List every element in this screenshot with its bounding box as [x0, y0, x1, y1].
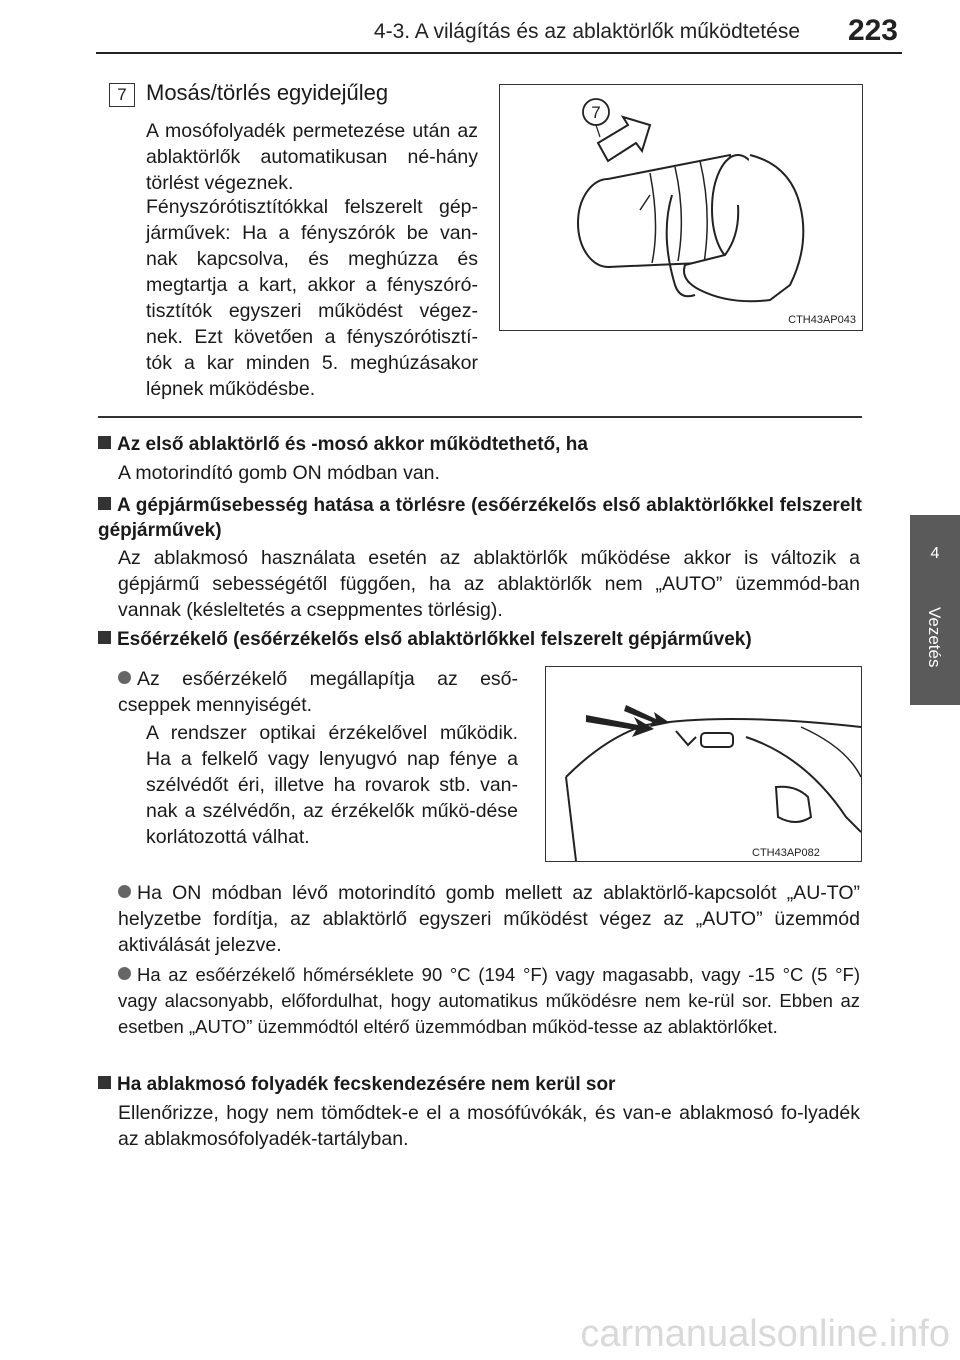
round-bullet-icon: [118, 671, 131, 684]
rain-bullet-1-text: Az esőérzékelő megállapítja az eső-cseppek mennyiségét.: [118, 668, 518, 716]
heading-operable-text: Az első ablaktörlő és -mosó akkor működtethető, ha: [117, 434, 588, 455]
figure-code: CTH43AP082: [752, 847, 820, 859]
pull-arrow-icon: [598, 117, 650, 161]
windshield-sensor-illustration: [546, 667, 861, 861]
rain-bullet-1-sub: A rendszer optikai érzékelővel működik. Ha a felkelő vagy lenyugvó nap fénye a szélvédőt éri, illetve ha rovarok stb. van-nak a szélvédőn, az érzékelők műkö-dése korlátozottá válhat.: [146, 722, 518, 848]
callout-number: 7: [591, 103, 601, 122]
wiper-lever-figure: [499, 84, 863, 331]
chapter-side-tab[interactable]: [910, 515, 960, 705]
heading-operable: [98, 432, 860, 457]
chapter-title: 4-3. A világítás és az ablaktörlők működtetése: [373, 20, 800, 43]
rain-bullet-2-text: Ha ON módban lévő motorindító gomb mellett az ablaktörlő-kapcsolót „AU-TO” helyzetbe fordítja, az ablaktörlő egyszeri működést végez az „AUTO” üzemmód aktiválását jelezve.: [118, 882, 860, 956]
text-speed: Az ablakmosó használata esetén az ablaktörlők működése akkor is változik a gépjármű sebességétől függően, ha az ablaktörlők nem „AUTO” üzemmód-ban vannak (késleltetés a cseppmentes törlésig).: [118, 547, 860, 621]
section-title: Mosás/törlés egyidejűleg: [146, 80, 389, 105]
figure-code: CTH43AP043: [788, 314, 856, 326]
heading-no-spray-text: Ha ablakmosó folyadék fecskendezésére nem kerül sor: [117, 1074, 616, 1095]
section-paragraph-2: Fényszórótisztítókkal felszerelt gép-járművek: Ha a fényszórók be van-nak kapcsolva, és meghúzza és megtartja a kart, akkor a fényszóró-tisztítók egyszeri működést végez-nek. Ezt követően a fényszórótisztí-tók a kar minden 5. meghúzásakor lépnek működésbe.: [146, 196, 478, 400]
section-divider: [98, 416, 862, 418]
page-number: 223: [847, 14, 898, 47]
section-paragraph-1: A mosófolyadék permetezése után az ablaktörlők automatikusan né-hány törlést végeznek.: [146, 120, 478, 194]
round-bullet-icon: [118, 967, 131, 980]
heading-speed: [98, 493, 862, 543]
side-tab-number: 4: [930, 545, 940, 562]
heading-rain-sensor: [98, 627, 862, 652]
square-bullet-icon: [98, 497, 111, 510]
rain-bullet-2: [118, 880, 860, 958]
rain-sensor-figure: [545, 666, 862, 862]
section-number-badge: 7: [109, 83, 135, 107]
square-bullet-icon: [98, 631, 111, 644]
side-tab-label: Vezetés: [925, 607, 944, 668]
rain-bullet-3-text: Ha az esőérzékelő hőmérséklete 90 °C (194 °F) vagy magasabb, vagy -15 °C (5 °F) vagy alacsonyabb, előfordulhat, hogy automatikus működésre nem ke-rül sor. Ebben az esetben „AUTO” üzemmódtól eltérő üzemmódban működ-tesse az ablaktörlőket.: [118, 964, 860, 1037]
header-rule: [96, 52, 902, 54]
wiper-lever-illustration: [500, 85, 862, 330]
heading-rain-sensor-text: Esőérzékelő (esőérzékelős első ablaktörlőkkel felszerelt gépjárművek): [117, 629, 752, 650]
heading-no-spray: [98, 1072, 860, 1097]
watermark: carmanualsonline.info: [580, 1313, 950, 1355]
square-bullet-icon: [98, 1076, 111, 1089]
heading-speed-text: A gépjárműsebesség hatása a törlésre (esőérzékelős első ablaktörlőkkel felszerelt gépjárművek): [98, 495, 862, 541]
text-operable: A motorindító gomb ON módban van.: [118, 462, 440, 484]
rain-bullet-1: [118, 666, 518, 718]
square-bullet-icon: [98, 436, 111, 449]
round-bullet-icon: [118, 885, 131, 898]
text-no-spray: Ellenőrizze, hogy nem tömődtek-e el a mosófúvókák, és van-e ablakmosó fo-lyadék az ablakmosófolyadék-tartályban.: [118, 1102, 860, 1150]
rain-bullet-3: [118, 962, 860, 1040]
